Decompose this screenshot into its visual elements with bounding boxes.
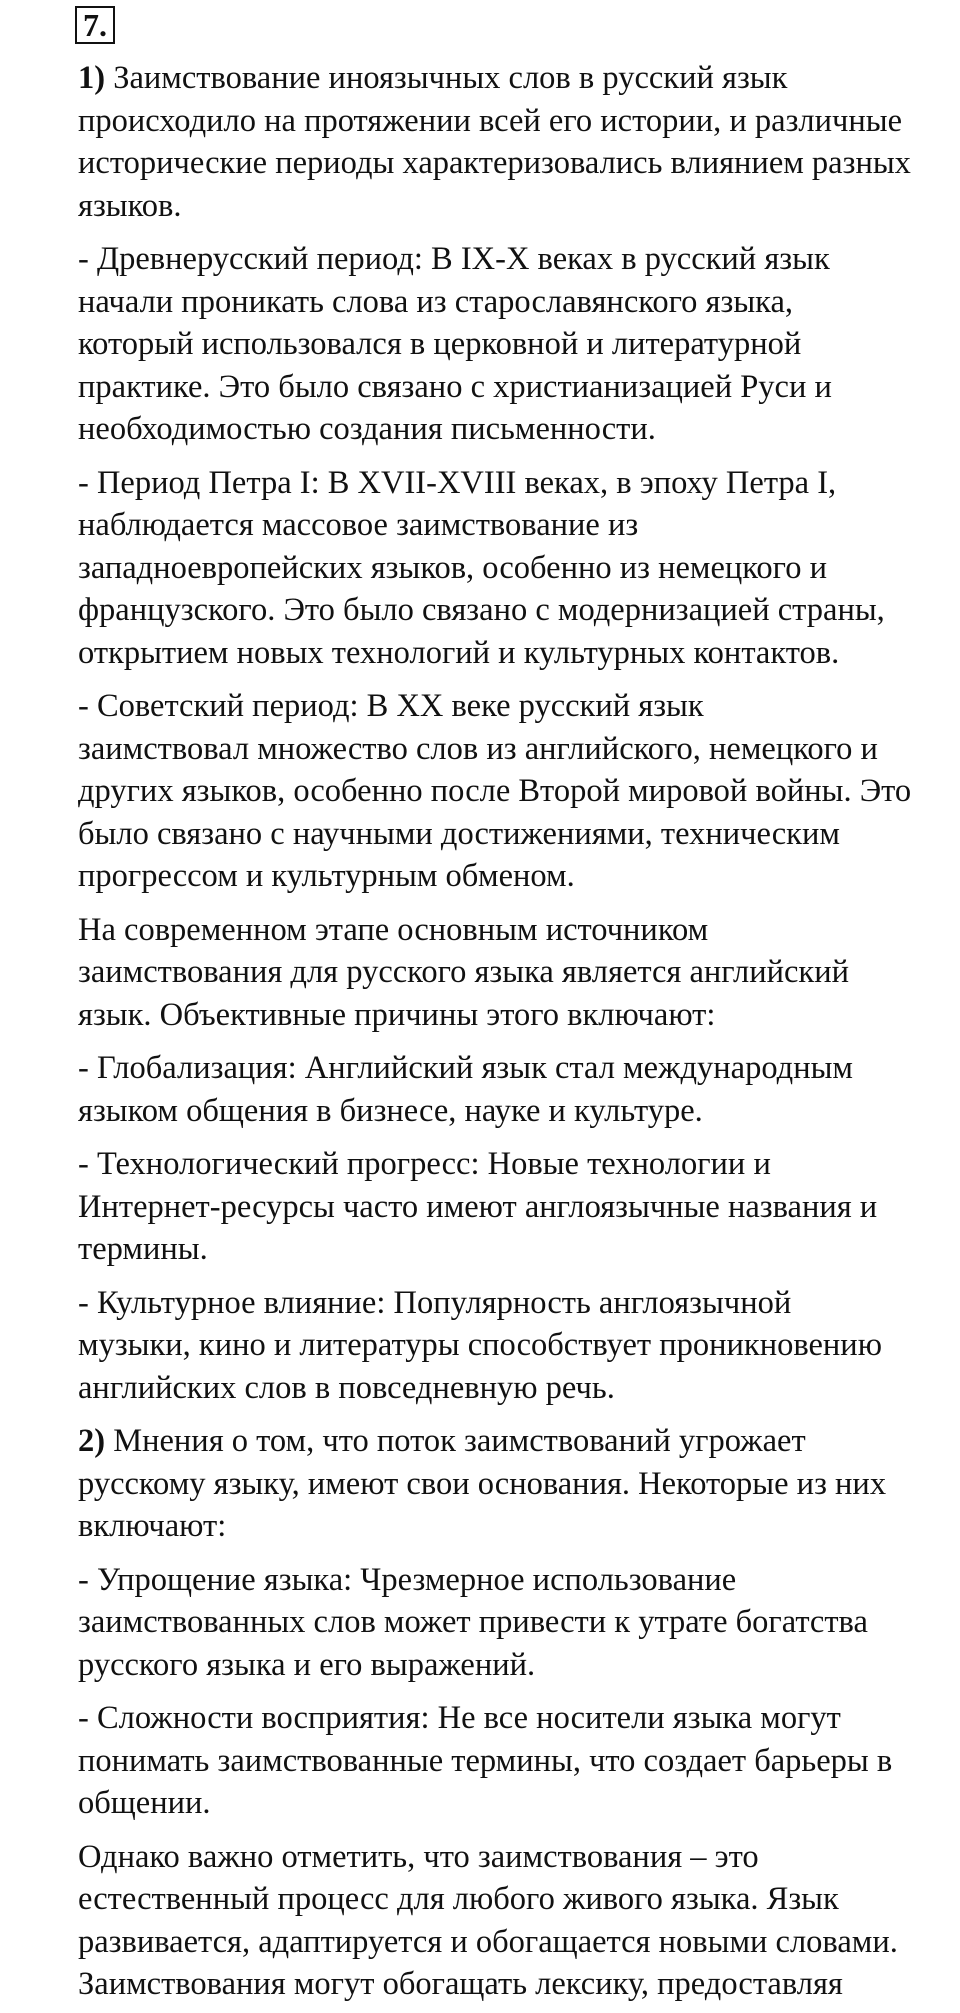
paragraph-marker: 2) <box>78 1423 106 1459</box>
text-line: общении. <box>78 1785 211 1821</box>
text-line: включают: <box>78 1508 227 1544</box>
text-line: Интернет-ресурсы часто имеют англоязычные названия и <box>78 1188 878 1225</box>
text-line: практике. Это было связано с христианизацией Руси и <box>78 368 832 405</box>
text-line: - Глобализация: Английский язык стал международным <box>78 1050 854 1086</box>
text-line: начали проникать слова из старославянского языка, <box>78 283 793 320</box>
text-line: русского языка и его выражений. <box>78 1646 536 1683</box>
paragraph <box>3 1143 958 1271</box>
text-line: происходило на протяжении всей его истории, и различные <box>78 102 903 139</box>
paragraph <box>3 685 958 898</box>
text-line: развивается, адаптируется и обогащается новыми словами. <box>78 1923 898 1960</box>
text-line: заимствованных слов может привести к утрате богатства <box>78 1604 868 1640</box>
text-line: - Технологический прогресс: Новые технологии и <box>78 1146 771 1182</box>
text-line: - Период Петра I: В XVII-XVIII веках, в эпоху Петра I, <box>78 464 837 501</box>
text-line: Заимствования могут обогащать лексику, предоставляя <box>78 1966 843 2002</box>
text-line: На современном этапе основным источником <box>78 911 709 948</box>
text-line: заимствовал множество слов из английского, немецкого и <box>78 730 878 767</box>
text-line: западноевропейских языков, особенно из немецкого и <box>78 549 827 586</box>
text-line: прогрессом и культурным обменом. <box>78 858 575 894</box>
paragraph <box>3 1282 958 1410</box>
text-line: наблюдается массовое заимствование из <box>78 507 639 543</box>
exercise-number-box <box>75 6 115 44</box>
text-line: французского. Это было связано с модернизацией страны, <box>78 592 885 628</box>
paragraph <box>3 1420 958 1548</box>
text-line: естественный процесс для любого живого языка. Язык <box>78 1881 839 1917</box>
paragraph-marker: 1) <box>78 60 106 96</box>
text-line: Заимствование иноязычных слов в русский язык <box>105 60 788 96</box>
text-line: Однако важно отметить, что заимствования – это <box>78 1838 759 1875</box>
text-line: заимствования для русского языка является английский <box>78 954 849 990</box>
text-line: языком общения в бизнесе, науке и культуре. <box>78 1092 703 1129</box>
text-line: других языков, особенно после Второй мировой войны. Это <box>78 773 912 809</box>
document-body <box>3 57 958 2013</box>
text-line: открытием новых технологий и культурных контактов. <box>78 634 840 671</box>
exercise-number: 7. <box>83 7 107 43</box>
text-line: необходимостью создания письменности. <box>78 411 656 447</box>
paragraph <box>3 462 958 675</box>
text-line: - Упрощение языка: Чрезмерное использование <box>78 1561 737 1598</box>
text-line: Мнения о том, что поток заимствований угрожает <box>105 1423 806 1459</box>
paragraph <box>3 57 958 227</box>
paragraph <box>3 909 958 1037</box>
text-line: русскому языку, имеют свои основания. Некоторые из них <box>78 1465 887 1502</box>
paragraph <box>3 1559 958 1687</box>
text-line: языков. <box>78 187 182 224</box>
text-line: понимать заимствованные термины, что создает барьеры в <box>78 1742 893 1779</box>
text-line: - Советский период: В XX веке русский язык <box>78 688 704 724</box>
paragraph <box>3 1047 958 1132</box>
text-line: исторические периоды характеризовались влиянием разных <box>78 145 911 181</box>
text-line: термины. <box>78 1231 208 1267</box>
text-line: - Сложности восприятия: Не все носители языка могут <box>78 1700 841 1736</box>
text-line: - Древнерусский период: В IX-X веках в русский язык <box>78 241 830 277</box>
paragraph <box>3 238 958 451</box>
text-line: английских слов в повседневную речь. <box>78 1369 615 1406</box>
text-line: музыки, кино и литературы способствует проникновению <box>78 1327 882 1363</box>
text-line: - Культурное влияние: Популярность англоязычной <box>78 1284 792 1321</box>
text-line: было связано с научными достижениями, техническим <box>78 815 840 852</box>
text-line: язык. Объективные причины этого включают: <box>78 996 716 1033</box>
text-line: который использовался в церковной и литературной <box>78 326 802 362</box>
paragraph <box>3 1836 958 2006</box>
paragraph <box>3 1697 958 1825</box>
